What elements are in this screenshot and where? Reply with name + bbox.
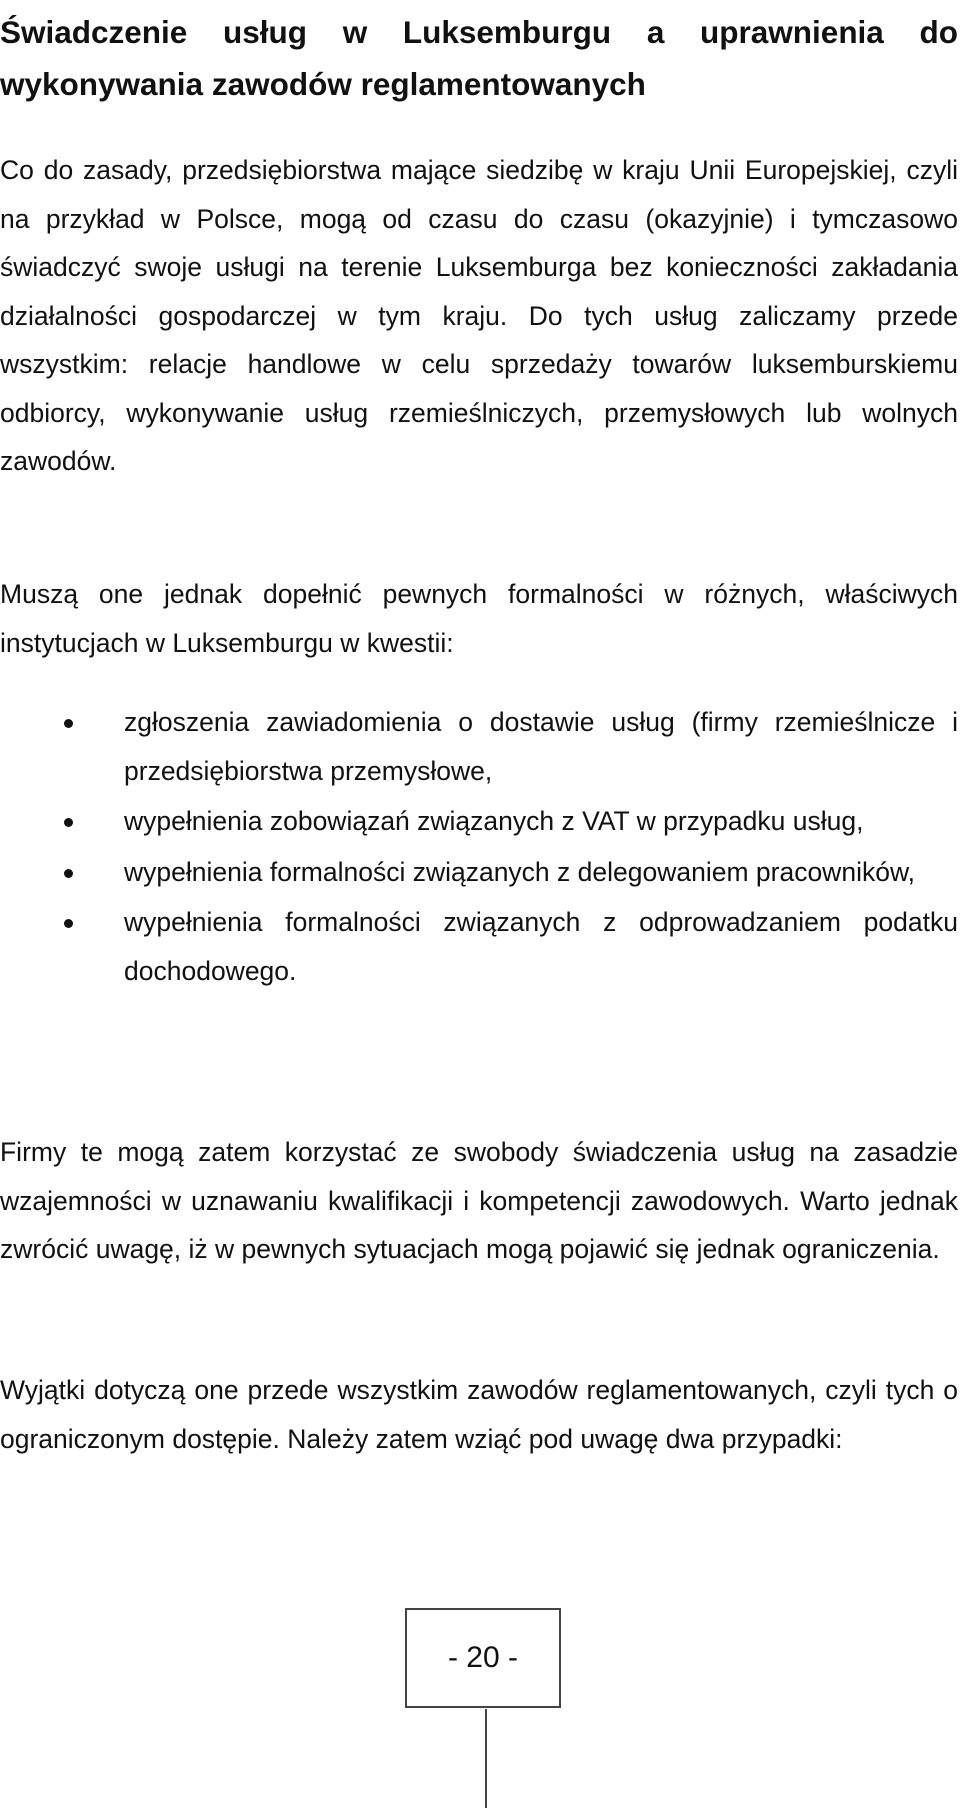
footer-divider	[485, 1709, 487, 1808]
list-item	[0, 797, 958, 846]
list-item-text: wypełnienia zobowiązań związanych z VAT w przypadku usług,	[124, 806, 864, 836]
paragraph-formalities: Muszą one jednak dopełnić pewnych formalności w różnych, właściwych instytucjach w Luksemburgu w kwestii:	[0, 579, 958, 658]
list-item-text: wypełnienia formalności związanych z odprowadzaniem podatku dochodowego.	[124, 907, 958, 986]
bullet-icon	[64, 719, 73, 728]
page-number-box	[405, 1608, 561, 1708]
list-item	[0, 898, 958, 995]
list-item	[0, 698, 958, 795]
list-item	[0, 848, 958, 897]
page-number: - 20 -	[447, 1641, 519, 1674]
list-item-text: wypełnienia formalności związanych z delegowaniem pracowników,	[124, 856, 915, 887]
paragraph-exceptions: Wyjątki dotyczą one przede wszystkim zawodów reglamentowanych, czyli tych o ograniczonym dostępie. Należy zatem wziąć pod uwagę dwa przypadki:	[0, 1375, 958, 1454]
bullet-icon	[64, 818, 73, 827]
section-heading: Świadczenie usług w Luksemburgu a uprawnienia do wykonywania zawodów reglamentowanych	[0, 14, 958, 102]
list-item-text: zgłoszenia zawiadomienia o dostawie usług (firmy rzemieślnicze i przedsiębiorstwa przemysłowe,	[124, 707, 958, 786]
paragraph-intro: Co do zasady, przedsiębiorstwa mające siedzibę w kraju Unii Europejskiej, czyli na przykład w Polsce, mogą od czasu do czasu (okazyjnie) i tymczasowo świadczyć swoje usługi na terenie Luksemburga bez konieczności zakładania działalności gospodarczej w tym kraju. Do tych usług zaliczamy przede wszystkim: relacje handlowe w celu sprzedaży towarów luksemburskiemu odbiorcy, wykonywanie usług rzemieślniczych, przemysłowych lub wolnych zawodów.	[0, 155, 958, 476]
bullet-icon	[64, 869, 73, 878]
bullet-icon	[64, 919, 73, 928]
paragraph-reciprocity: Firmy te mogą zatem korzystać ze swobody świadczenia usług na zasadzie wzajemności w uznawaniu kwalifikacji i kompetencji zawodowych. Warto jednak zwrócić uwagę, iż w pewnych sytuacjach mogą pojawić się jednak ograniczenia.	[0, 1137, 958, 1264]
formalities-list	[0, 698, 958, 997]
